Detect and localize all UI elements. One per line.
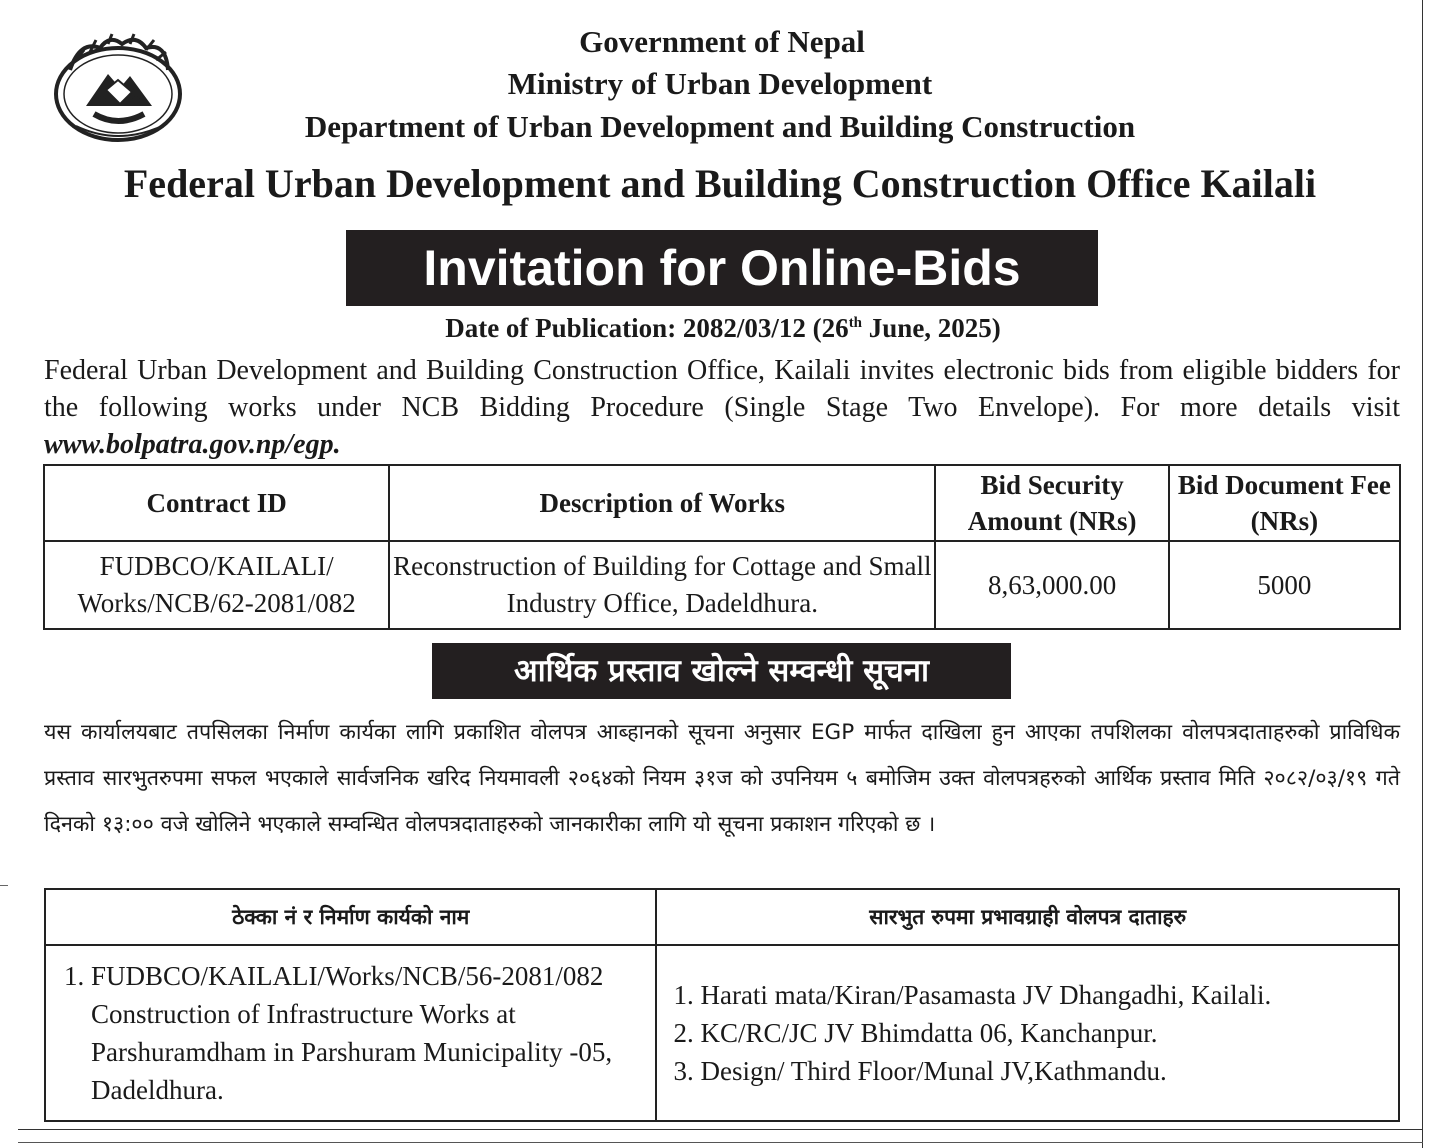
table-row — [45, 945, 1399, 1121]
page-border-bottom — [18, 1129, 1423, 1130]
responsive-bidders-table — [44, 888, 1400, 1122]
header-ministry: Ministry of Urban Development — [507, 66, 933, 101]
invitation-banner: Invitation for Online-Bids — [346, 230, 1098, 306]
financial-notice-body: यस कार्यालयबाट तपसिलका निर्माण कार्यका लागि प्रकाशित वोलपत्र आब्हानको सूचना अनुसार EGP मार्फत दाखिला हुन आएका तपशिलका वोलपत्रदाताहरुको प्राविधिक प्रस्ताव सारभुतरुपमा सफल भएकाले सार्वजनिक खरिद नियमावली २०६४को नियम ३१ज को उपनियम ५ बमोजिम उक्त वोलपत्रहरुको आर्थिक प्रस्ताव मिति २०८२/०३/१९ गते दिनको १३:०० वजे खोलिने भएकाले सम्वन्धित वोलपत्रदाताहरुको जानकारीका लागि यो सूचना प्रकाशन गरिएको छ । — [44, 720, 1400, 837]
description-cell: Reconstruction of Building for Cottage and Small Industry Office, Dadeldhura. — [389, 541, 935, 629]
col-bid-security: Bid Security Amount (NRs) — [935, 465, 1168, 541]
contract-id-cell: FUDBCO/KAILALI/ Works/NCB/62-2081/082 — [44, 541, 389, 629]
bid-table — [43, 464, 1401, 630]
document-fee-cell: 5000 — [1169, 541, 1400, 629]
publication-date: Date of Publication: 2082/03/12 (26th June, 2025) — [445, 313, 1001, 343]
list-item: 2. KC/RC/JC JV Bhimdatta 06, Kanchanpur. — [700, 1014, 1397, 1052]
table-row — [44, 541, 1400, 629]
bolpatra-link[interactable]: www.bolpatra.gov.np/egp. — [44, 429, 341, 460]
col-document-fee: Bid Document Fee (NRs) — [1169, 465, 1400, 541]
contract-list-cell — [45, 945, 656, 1121]
financial-notice-banner: आर्थिक प्रस्ताव खोल्ने सम्वन्धी सूचना — [432, 643, 1011, 699]
responsive-table-header — [45, 889, 1399, 945]
header-government: Government of Nepal — [579, 24, 865, 59]
list-item: 1. FUDBCO/KAILALI/Works/NCB/56-2081/082 Construction of Infrastructure Works at Parshuramdham in Parshuram Municipality -05, Dadeldhura. — [91, 957, 654, 1109]
col-responsive-bidders: सारभुत रुपमा प्रभावग्राही वोलपत्र दाताहरु — [656, 889, 1399, 945]
intro-paragraph: Federal Urban Development and Building Construction Office, Kailali invites electronic bids from eligible bidders for the following works under NCB Bidding Procedure (Single Stage Two Envelope). For more details visit www.bolpatra.gov.np/egp. — [44, 355, 1400, 460]
bid-security-cell: 8,63,000.00 — [935, 541, 1168, 629]
page-crop-mark — [0, 885, 8, 886]
list-item: 3. Design/ Third Floor/Munal JV,Kathmandu. — [700, 1052, 1397, 1090]
bidder-list-cell — [656, 945, 1399, 1121]
header-office: Federal Urban Development and Building Construction Office Kailali — [123, 161, 1317, 206]
col-description: Description of Works — [389, 465, 935, 541]
header-department: Department of Urban Development and Building Construction — [304, 109, 1136, 144]
page-border-bottom-outer — [18, 1142, 1423, 1143]
col-contract-name: ठेक्का नं र निर्माण कार्यको नाम — [45, 889, 656, 945]
list-item: 1. Harati mata/Kiran/Pasamasta JV Dhangadhi, Kailali. — [700, 976, 1397, 1014]
col-contract-id: Contract ID — [44, 465, 389, 541]
bid-table-header — [44, 465, 1400, 541]
